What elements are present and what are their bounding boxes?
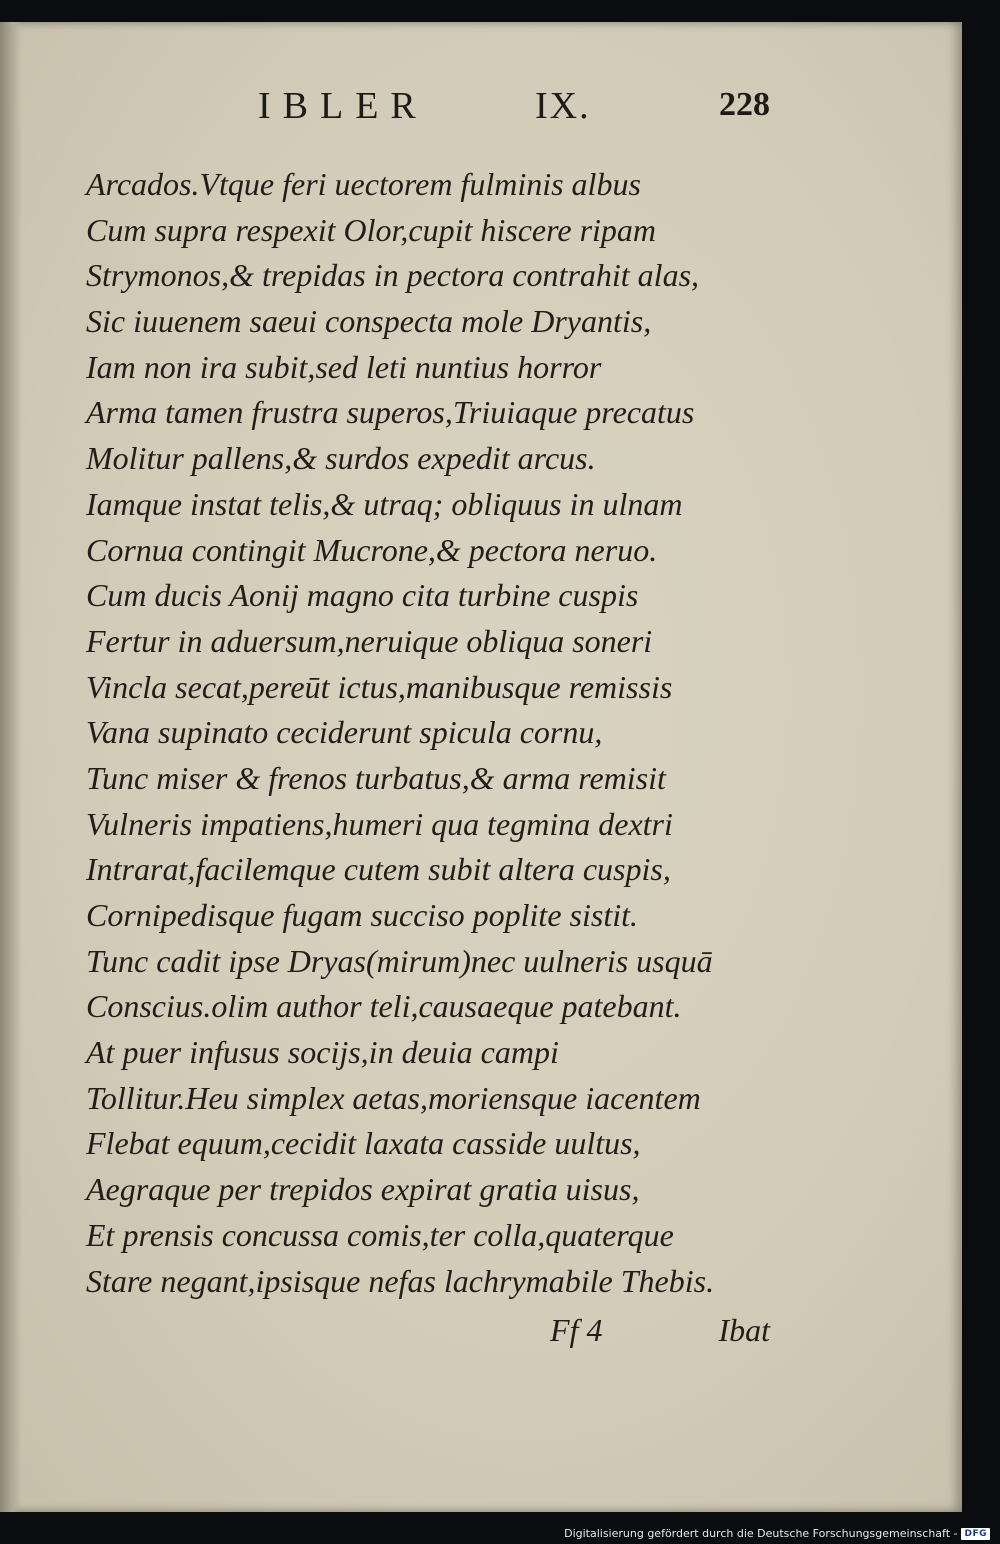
verse-line: Aegraque per trepidos expirat gratia uisus, <box>86 1171 640 1208</box>
verse-line: Flebat equum,cecidit laxata casside uultus, <box>86 1125 641 1162</box>
verse-line: Iamque instat telis,& utraq; obliquus in ulnam <box>86 485 683 522</box>
verse-line: Arcados.Vtque feri uectorem fulminis albus <box>86 166 641 202</box>
credit-text: Digitalisierung gefördert durch die Deutsche Forschungsgemeinschaft - <box>564 1527 958 1540</box>
running-head <box>250 84 770 128</box>
verse-line: Cum supra respexit Olor,cupit hiscere ripam <box>86 211 657 248</box>
verse-line: At puer infusus socijs,in deuia campi <box>86 1034 559 1071</box>
verse-line: Sic iuuenem saeui conspecta mole Dryantis, <box>86 303 652 340</box>
verse-line: Strymonos,& trepidas in pectora contrahit alas, <box>86 257 700 294</box>
book-page <box>0 22 962 1512</box>
verse-line: Tunc miser & frenos turbatus,& arma remisit <box>86 759 666 796</box>
verse-line: Tollitur.Heu simplex aetas,moriensque iacentem <box>86 1079 701 1116</box>
page-gutter <box>0 22 22 1512</box>
running-head-book: IX. <box>535 85 591 127</box>
dfg-logo-icon: DFG <box>961 1528 990 1540</box>
verse-line: Cornua contingit Mucrone,& pectora neruo. <box>86 531 658 568</box>
verse-text <box>86 162 786 1304</box>
verse-line: Conscius.olim author teli,causaeque patebant. <box>86 988 682 1025</box>
verse-line: Iam non ira subit,sed leti nuntius horror <box>86 348 602 385</box>
verse-line: Arma tamen frustra superos,Triuiaque precatus <box>86 394 695 431</box>
verse-line: Tunc cadit ipse Dryas(mirum)nec uulneris usquā <box>86 942 713 979</box>
catchword: Ibat <box>718 1312 770 1348</box>
digitization-credit <box>564 1527 990 1540</box>
verse-line: Molitur pallens,& surdos expedit arcus. <box>86 440 596 477</box>
page-footer <box>550 1312 770 1356</box>
verse-line: Stare negant,ipsisque nefas lachrymabile Thebis. <box>86 1262 715 1299</box>
verse-line: Fertur in aduersum,neruique obliqua soneri <box>86 622 653 659</box>
verse-line: Intrarat,facilemque cutem subit altera cuspis, <box>86 851 671 888</box>
signature-mark: Ff 4 <box>550 1312 603 1348</box>
running-head-title: IBLER <box>258 85 428 127</box>
page-number: 228 <box>719 86 770 123</box>
verse-line: Vana supinato ceciderunt spicula cornu, <box>86 714 603 751</box>
verse-line: Vincla secat,pereūt ictus,manibusque remissis <box>86 668 673 705</box>
verse-line: Et prensis concussa comis,ter colla,quaterque <box>86 1216 674 1253</box>
verse-line: Cum ducis Aonij magno cita turbine cuspis <box>86 577 639 614</box>
verse-line: Cornipedisque fugam succiso poplite sistit. <box>86 897 638 933</box>
verse-line: Vulneris impatiens,humeri qua tegmina dextri <box>86 805 673 842</box>
